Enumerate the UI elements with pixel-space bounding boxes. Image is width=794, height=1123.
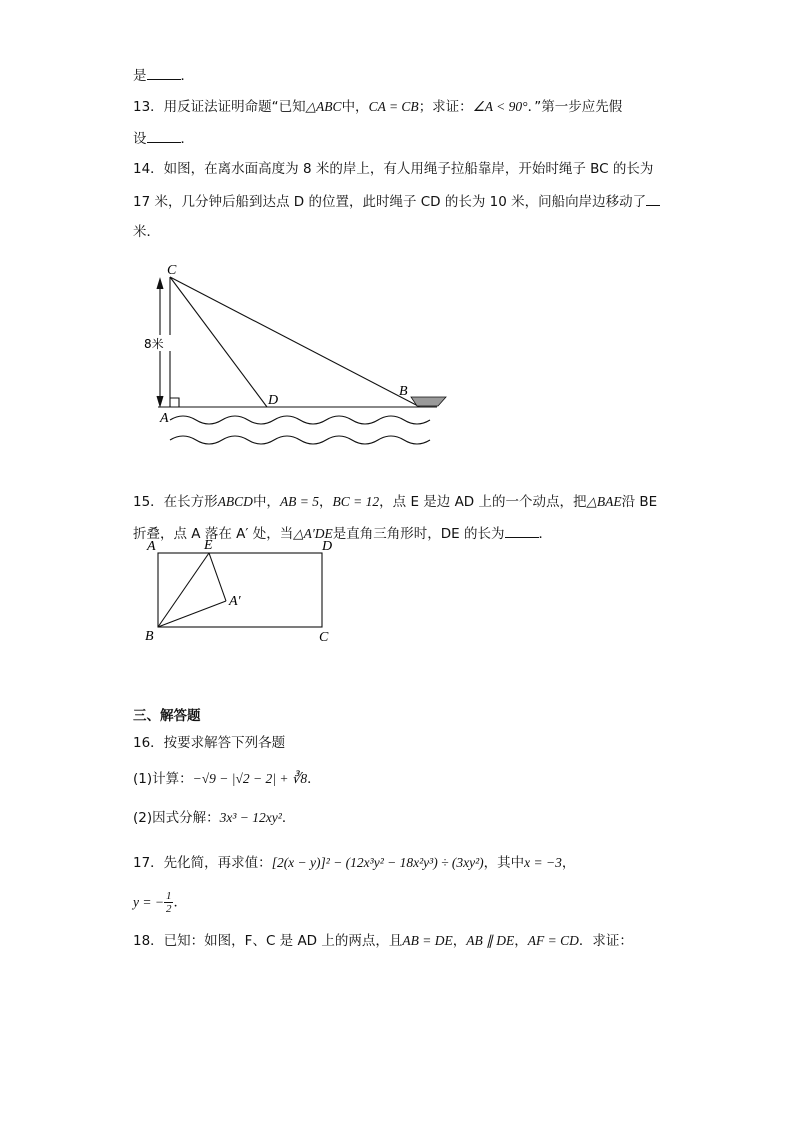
point-c: C [167,263,177,278]
rect-point-c: C [319,630,329,645]
rect-point-b: B [145,629,154,644]
segment-ba [158,601,226,627]
q15-line2: 折叠，点 A 落在 A′ 处，当△A′DE是直角三角形时，DE 的长为 ． [133,523,552,544]
answer-blank-15 [505,523,539,538]
q15-line1: 15．在长方形ABCD中，AB = 5，BC = 12，点 E 是边 AD 上的一个动点，把△BAE沿 BE [133,494,658,510]
q18-line1: 18．已知：如图，F、C 是 AD 上的两点，且AB = DE，AB ∥ DE，AF = CD．求证： [133,933,633,949]
segment-ea [209,553,226,601]
q16-title: 16．按要求解答下列各题 [133,735,286,751]
q14-line1: 14．如图，在离水面高度为 8 米的岸上，有人用绳子拉船靠岸，开始时绳子 BC 的长为 [133,161,654,177]
arrow-up-icon [157,279,163,289]
q16-part1: (1)计算：−√9 − |√2 − 2| + ∛8． [133,771,321,787]
q17-line1: 17．先化简，再求值：[2(x − y)]² − (12x³y² − 18x²y³) ÷ (3xy²)，其中x = −3， [133,855,576,871]
rope-cb [170,277,420,407]
rect-point-e: E [204,538,213,553]
q14-line2: 17 米，几分钟后船到达点 D 的位置，此时绳子 CD 的长为 10 米，问船向岸边移动了 [133,191,660,212]
q12-tail: 是 ． [133,65,194,86]
wave-2 [170,436,430,444]
fold-line-be [158,553,209,627]
q13-line1: 13．用反证法证明命题“已知△ABC中，CA = CB；求证：∠A < 90°．”第一步应先假 [133,99,623,115]
rectangle-abcd [158,553,322,627]
right-angle-mark [170,398,179,407]
q14-line3: 米． [133,224,160,240]
arrow-down-icon [157,396,163,406]
fraction-one-half: $\frac{1}{2}$ [165,890,172,915]
rope-cd [170,277,267,407]
q16-part2: (2)因式分解：3x³ − 12xy²． [133,810,296,826]
boat-icon [411,397,446,406]
section-title: 三、解答题 [133,708,201,724]
height-label: 8米 [144,337,164,351]
wave-1 [170,416,430,424]
point-b: B [399,384,408,399]
q17-line2: y = − $\frac{1}{2}$ ． [133,890,187,915]
q13-line2: 设 ． [133,128,194,149]
point-d: D [268,393,279,408]
rect-point-d: D [322,539,333,554]
point-a: A [160,411,169,426]
rect-point-a: A [147,539,156,554]
rect-point-a-prime: A′ [229,594,241,609]
